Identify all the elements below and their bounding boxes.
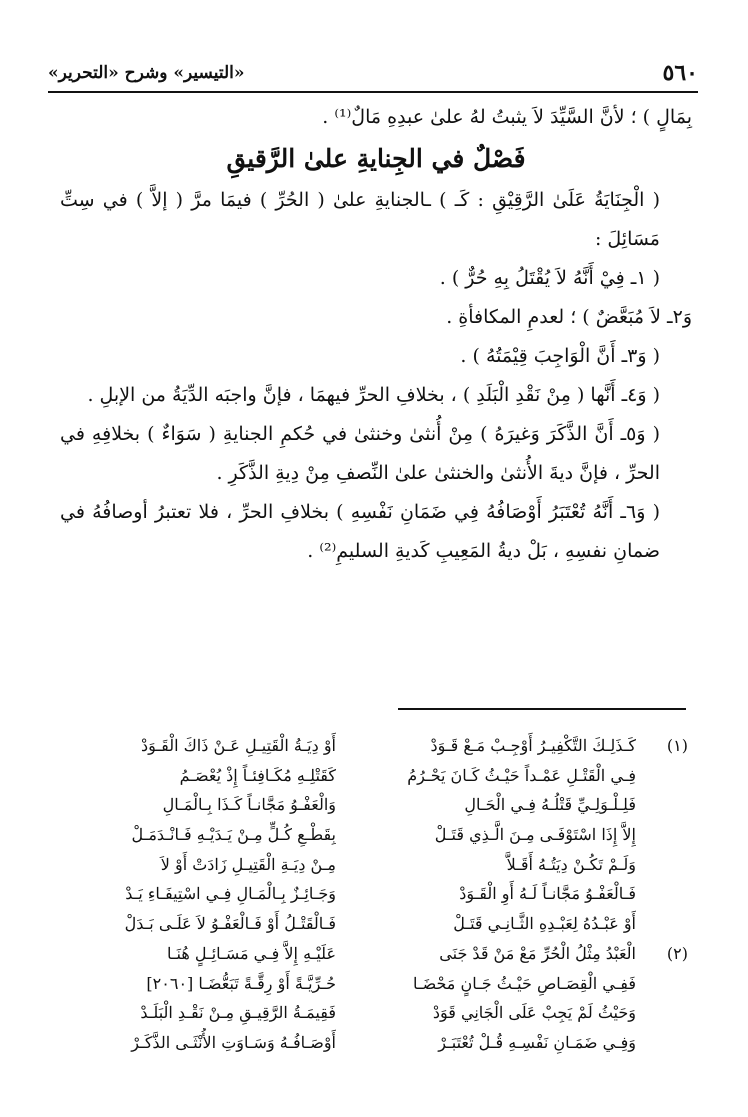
footnote-rule: [398, 708, 686, 710]
spacer: [636, 761, 688, 791]
verse-line: وَحَيْثُ لَمْ يَجِبْ عَلَى الْجَانِي قَوَدْ: [432, 1003, 636, 1023]
verse-line: أَوْ دِيَـةُ الْقَتِيـلِ عَـنْ ذَاكَ الْقَـوَدْ: [141, 736, 336, 755]
verse-line: فَـالْقَتْـلُ أَوْ فَـالْعَفْـوُ لاَ عَلَـى بَـدَلْ: [124, 914, 336, 934]
verse-line: إِلاَّ إِذَا اسْتَوْفَـى مِـنَ الَّـذِي قَتَـلْ: [434, 825, 636, 845]
verse-line: بِقَطْـعِ كُـلٍّ مِـنْ يَـدَيْـهِ فَـانْـدَمَـلْ: [131, 825, 336, 845]
verse-line: وَالْعَفْـوُ مَجَّانـاً كَـذَا بِـالْمَـالِ: [162, 795, 336, 815]
verse-column-left: [76, 731, 336, 1058]
verse-line: كَـذَلِـكَ التَّكْفِيـرُ أَوْجِـبْ مَـعْ قَـوَدْ: [430, 736, 636, 755]
verse-line: فَقِيمَـةُ الرَّقِيـقِ مِـنْ نَقْـدِ الْبَلَـدْ: [140, 1003, 336, 1023]
spacer: [636, 879, 688, 909]
intro-line: بِمَالٍ ) ؛ لأنَّ السَّيِّدَ لاَ يثبتُ لهُ علىٰ عبدِهِ مَالٌ⁽¹⁾ .: [322, 106, 692, 128]
verse-line: أَوْصَـافُـهُ وَسَـاوَتِ الأُنْثَـى الذَّكَـرْ: [131, 1032, 336, 1052]
verse-line: وَجَـائِـزٌ بِـالْمَـالِ فِـي اسْتِيفَـاءِ يَـدْ: [125, 884, 336, 904]
main-text: [60, 98, 692, 571]
verse-line: وَفِـي ضَمَـانِ نَفْسِـهِ قُـلْ تُعْتَبَـرْ: [438, 1032, 636, 1052]
verse-line: وَلَـمْ تَكُـنْ دِيَتُـهُ أَقَـلاَّ: [506, 854, 636, 874]
header-rule: [48, 91, 698, 93]
item-1: ( ١ـ فِيْ أَنَّهُ لاَ يُقْتَلُ بِهِ حُرٌّ ) .: [439, 267, 660, 289]
footnotes: [64, 731, 688, 1058]
verse-line: عَلَيْـهِ إِلاَّ فِـي مَسَـائِـلٍ هُنَـا: [166, 943, 336, 963]
verse-line: أَوْ عَبْـدُهُ لِعَبْـدِهِ الثَّـانِـي قَتَـلْ: [453, 914, 636, 934]
verse-line: مِـنْ دِيَـةِ الْقَتِيـلِ زَادَتْ أَوْ لاَ: [160, 854, 336, 874]
footnote-block: [64, 731, 688, 1058]
running-title: «التيسير» وشرح «التحرير»: [48, 63, 245, 83]
item-4: ( وَ٤ـ أَنَّها ( مِنْ نَقْدِ الْبَلَدِ ) ، بخلافِ الحرِّ فيهمَا ، فإنَّ واجبَه الدِّيَةُ من الإبلِ .: [87, 384, 660, 406]
item-6: ( وَ٦ـ أَنَّهُ تُعْتَبَرُ أَوْصَافُهُ فِي ضَمَانِ نَفْسِهِ ) بخلافِ الحرِّ ، فلا تعتبرُ أوصافُهُ في ضمانِ نفسِهِ ، بَلْ ديةُ المَعِيبِ كَديةِ السليمِ⁽²⁾ .: [60, 501, 660, 562]
verse-column-right: [376, 731, 636, 1058]
verse-line: فَـالْعَفْـوُ مَجَّانـاً لَـهُ أَوِ الْقَـوَدْ: [459, 884, 636, 904]
spacer: [636, 850, 688, 880]
verse-line: فَلِـلْـوَلِـيِّ قَتْلُـهُ فِـي الْحَـالِ: [464, 795, 636, 815]
footnote-number: (١): [666, 736, 688, 755]
verse-columns: [76, 731, 636, 1058]
item-3: ( وَ٣ـ أَنَّ الْوَاجِبَ قِيْمَتُهُ ) .: [460, 345, 660, 367]
paragraph-intro: ( الْجِنَايَةُ عَلَىٰ الرَّقِيْقِ : كَـ ) ـالجنايةِ علىٰ ( الحُرِّ ) فيمَا مرَّ ( إلاَّ ) في سِتِّ مَسَائِلَ :: [60, 189, 660, 250]
page-header: [48, 58, 698, 88]
footnote-number: (٢): [666, 943, 688, 963]
section-title: فَصْلٌ في الجِنايةِ علىٰ الرَّقيقِ: [226, 144, 526, 173]
verse-line: الْعَبْدُ مِثْلُ الْحُرِّ مَعْ مَنْ قَدْ جَنَى: [439, 943, 636, 963]
spacer: [636, 909, 688, 939]
spacer: [636, 790, 688, 820]
verse-line: كَقَتْلِـهِ مُكَـافِئـاً إِذْ يُعْصَـمُ: [179, 765, 336, 785]
spacer: [636, 820, 688, 850]
footnote-numbers: [636, 731, 688, 969]
verse-line: فِـي الْقَتْـلِ عَمْـداً حَيْـثُ كَـانَ يَحْـرُمُ: [407, 765, 636, 785]
item-5: ( وَ٥ـ أَنَّ الذَّكَرَ وَغيرَهُ ) مِنْ أُنثىٰ وخنثىٰ في حُكمِ الجنايةِ ( سَوَاءٌ ) بخلافِهِ في الحرِّ ، فإنَّ ديةَ الأُنثىٰ والخنثىٰ علىٰ النِّصفِ مِنْ دِيةِ الذَّكَرِ .: [60, 423, 660, 484]
item-2: وَ٢ـ لاَ مُبَعَّضٌ ) ؛ لعدمِ المكافأةِ .: [446, 306, 692, 328]
verse-line: حُـرِّيَّـةً أَوْ رِقَّـةً تَبَعُّضَـا [٢٠٦٠]: [146, 973, 336, 993]
verse-line: فَفِـي الْقِصَـاصِ حَيْـثُ جَـانٍ مَحْضَـا: [413, 973, 636, 993]
page-number: ٥٦٠: [662, 60, 698, 86]
